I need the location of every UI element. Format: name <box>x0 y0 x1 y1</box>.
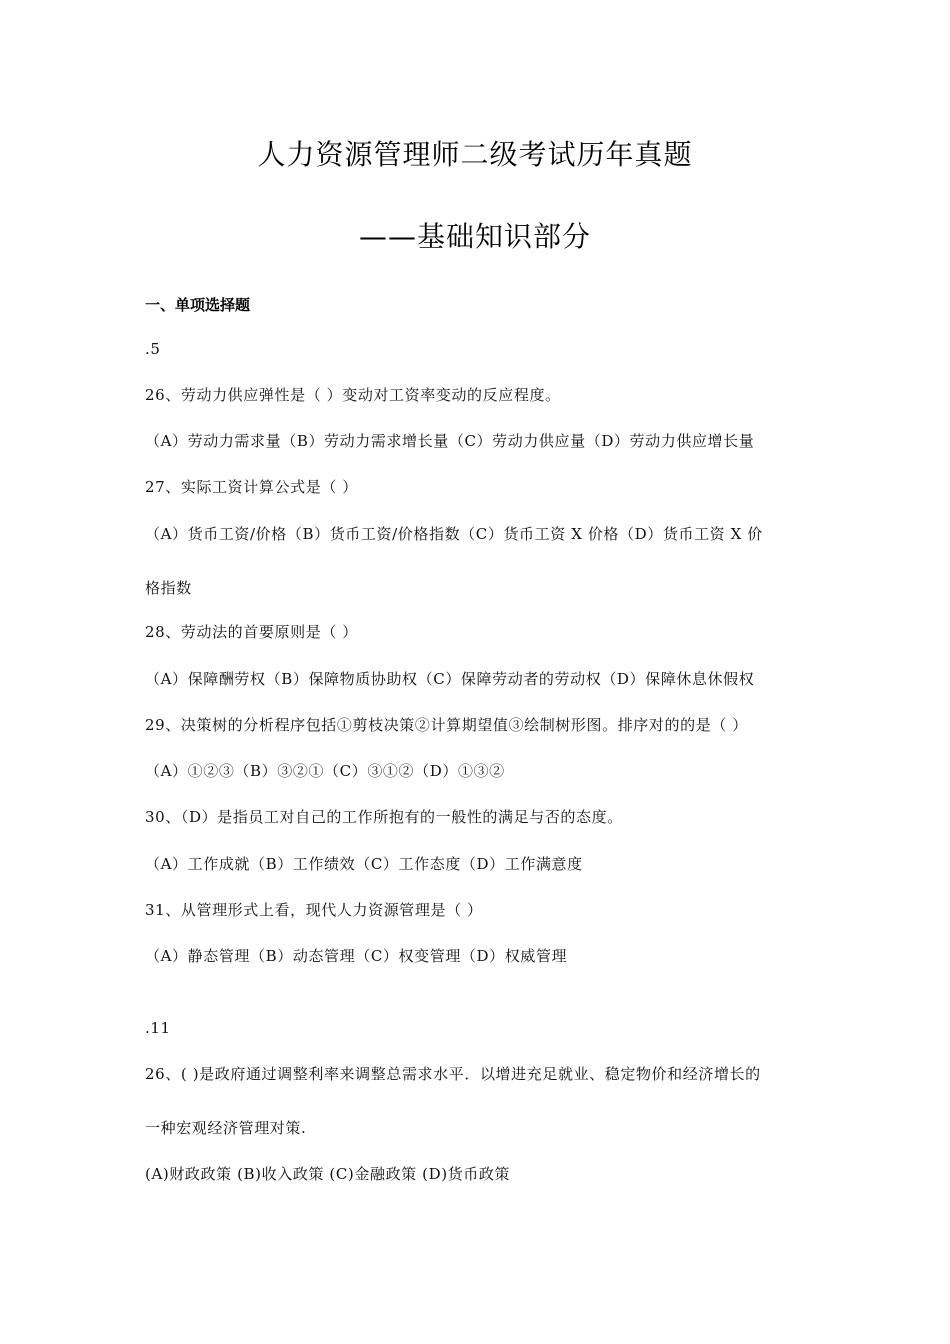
question-27-options: （A）货币工资/价格（B）货币工资/价格指数（C）货币工资 X 价格（D）货币工资 X 价 <box>145 525 763 543</box>
document-title: 人力资源管理师二级考试历年真题 <box>257 138 693 171</box>
question-28: 28、劳动法的首要原则是（ ） <box>145 623 358 641</box>
document-subtitle: ——基础知识部分 <box>358 220 591 253</box>
question-31-options: （A）静态管理（B）动态管理（C）权变管理（D）权威管理 <box>145 947 568 965</box>
question-26-b-cont: 一种宏观经济管理对策. <box>145 1119 307 1137</box>
question-29-options: （A）①②③（B）③②①（C）③①②（D）①③② <box>145 762 505 780</box>
question-30-options: （A）工作成就（B）工作绩效（C）工作态度（D）工作满意度 <box>145 855 583 873</box>
question-29: 29、决策树的分析程序包括①剪枝决策②计算期望值③绘制树形图。排序对的的是（ ） <box>145 716 748 734</box>
section-heading: 一、单项选择题 <box>145 296 251 314</box>
page-marker: .5 <box>145 340 161 358</box>
question-26-b-options: (A)财政政策 (B)收入政策 (C)金融政策 (D)货币政策 <box>145 1165 511 1183</box>
question-27: 27、实际工资计算公式是（ ） <box>145 478 358 496</box>
page-marker: .11 <box>145 1019 171 1037</box>
question-26-options: （A）劳动力需求量（B）劳动力需求增长量（C）劳动力供应量（D）劳动力供应增长量 <box>145 432 755 450</box>
question-30: 30、（D）是指员工对自己的工作所抱有的一般性的满足与否的态度。 <box>145 808 623 826</box>
question-27-options-cont: 格指数 <box>145 579 192 597</box>
question-26-b: 26、( )是政府通过调整利率来调整总需求水平．以增进充足就业、稳定物价和经济增长的 <box>145 1065 761 1083</box>
question-28-options: （A）保障酬劳权（B）保障物质协助权（C）保障劳动者的劳动权（D）保障休息休假权 <box>145 670 755 688</box>
question-31: 31、从管理形式上看，现代人力资源管理是（ ） <box>145 901 483 919</box>
question-26: 26、劳动力供应弹性是（ ）变动对工资率变动的反应程度。 <box>145 386 561 404</box>
